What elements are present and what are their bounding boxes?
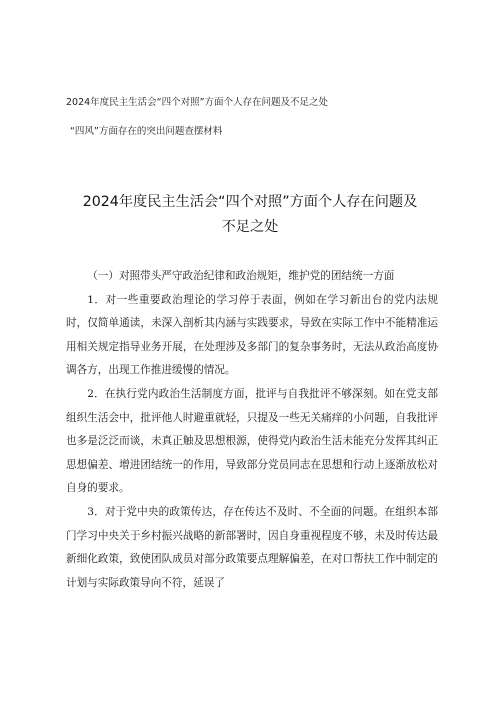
toc-item-2: “四风”方面存在的突出问题查摆材料 — [70, 126, 223, 137]
document-title-line-2: 不足之处 — [221, 219, 279, 235]
document-body — [66, 265, 438, 595]
toc-item-1: 2024年度民主生活会“四个对照”方面个人存在问题及不足之处 — [66, 97, 329, 108]
paragraph-2: 2．在执行党内政治生活制度方面，批评与自我批评不够深刻。如在党支部组织生活会中，批评他人时避重就轻，只提及一些无关痛痒的小问题，自我批评也多是泛泛而谈，未真正触及思想根源，使得党内政治生活未能充分发挥其纠正思想偏差、增进团结统一的作用，导致部分党员同志在思想和行动上逐渐放松对自身的要求。 — [66, 387, 438, 495]
paragraph-1: 1．对一些重要政治理论的学习停于表面，例如在学习新出台的党内法规时，仅简单通读，未深入剖析其内涵与实践要求，导致在实际工作中不能精准运用相关规定指导业务开展，在处理涉及多部门的复杂事务时，无法从政治高度协调各方，出现工作推进缓慢的情况。 — [66, 293, 438, 377]
document-title — [50, 190, 450, 240]
document-title-line-1: 2024年度民主生活会“四个对照”方面个人存在问题及 — [82, 194, 418, 210]
section-1-heading: （一）对照带头严守政治纪律和政治规矩，维护党的团结统一方面 — [87, 270, 395, 282]
paragraph-3: 3．对于党中央的政策传达，存在传达不及时、不全面的问题。在组织本部门学习中央关于乡村振兴战略的新部署时，因自身重视程度不够，未及时传达最新细化政策，致使团队成员对部分政策要点理解偏差，在对口帮扶工作中制定的计划与实际政策导向不符，延误了 — [66, 505, 438, 589]
